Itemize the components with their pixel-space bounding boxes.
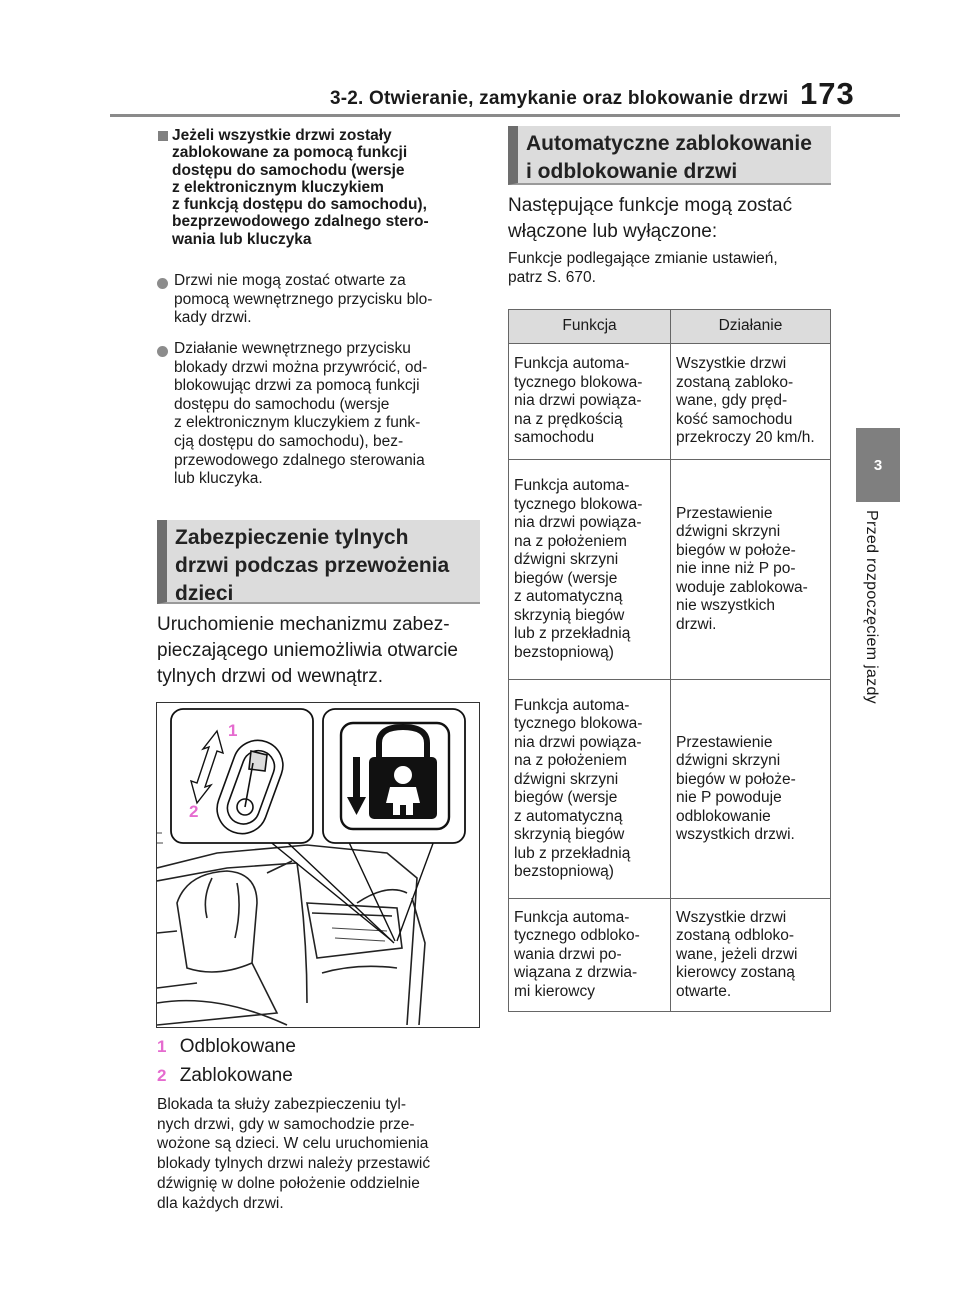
table-cell-function: Funkcja automa- tycznego blokowa- nia drzwi powiąza- na z prędkością samochodu <box>509 344 671 460</box>
bullet-dot-icon <box>157 346 168 357</box>
bullet-dot-icon <box>157 278 168 289</box>
child-lock-figure <box>156 702 480 1028</box>
header-rule <box>110 114 900 117</box>
column-header-function: Funkcja <box>509 310 671 344</box>
legend-item-2 <box>157 1064 293 1088</box>
bullet-paragraph-1: Drzwi nie mogą zostać otwarte za pomocą wewnętrznego przycisku blo- kady drzwi. <box>174 272 433 327</box>
table-row <box>509 899 831 1012</box>
table-row <box>509 680 831 899</box>
legend-number-2: 2 <box>157 1066 167 1085</box>
functions-table <box>508 309 831 1012</box>
auto-lock-heading: Automatyczne zablokowanie i odblokowanie drzwi <box>508 126 831 185</box>
page-number: 173 <box>800 76 855 111</box>
figure-callout-1: 1 <box>228 721 238 740</box>
child-lock-intro: Uruchomienie mechanizmu zabez- pieczającego uniemożliwia otwarcie tylnych drzwi od wewnątrz. <box>157 614 458 687</box>
legend-number-1: 1 <box>157 1037 167 1056</box>
table-cell-function: Funkcja automa- tycznego odbloko- wania drzwi po- wiązana z drzwia- mi kierowcy <box>509 899 671 1012</box>
chapter-tab: 3 <box>856 428 900 502</box>
legend-label-1: Odblokowane <box>179 1036 296 1057</box>
square-bullet-icon <box>158 131 168 141</box>
child-lock-illustration <box>157 703 479 1027</box>
legend-label-2: Zablokowane <box>179 1065 293 1086</box>
table-row <box>509 460 831 680</box>
smart-access-heading: Jeżeli wszystkie drzwi zostały zablokowane za pomocą funkcji dostępu do samochodu (wersje z elektronicznym kluczykiem z funkcją dostępu do samochodu), bezprzewodowego zdalnego stero- wania lub kluczyka <box>172 127 429 248</box>
chapter-tab-title: Przed rozpoczęciem jazdy <box>863 510 880 704</box>
table-cell-function: Funkcja automa- tycznego blokowa- nia drzwi powiąza- na z położeniem dźwigni skrzyni biegów (wersje z automatyczną skrzynią biegów lub z przekładnią bezstopniową) <box>509 680 671 899</box>
auto-lock-intro: Następujące funkcje mogą zostać włączone lub wyłączone: <box>508 195 793 242</box>
bullet-paragraph-2: Działanie wewnętrznego przycisku blokady drzwi można przywrócić, od- blokowując drzwi za pomocą funkcji dostępu do samochodu (wersje z elektronicznym kluczykiem z funk- cją dostępu do samochodu), bez- przewodowego zdalnego sterowania lub kluczyka. <box>174 340 428 488</box>
running-header-title: 3-2. Otwieranie, zamykanie oraz blokowanie drzwi <box>330 88 789 109</box>
table-cell-action: Wszystkie drzwi zostaną zabloko- wane, gdy pręd- kość samochodu przekroczy 20 km/h. <box>671 344 831 460</box>
table-cell-action: Przestawienie dźwigni skrzyni biegów w położe- nie P powoduje odblokowanie wszystkich drzwi. <box>671 680 831 899</box>
table-row <box>509 344 831 460</box>
table-cell-function: Funkcja automa- tycznego blokowa- nia drzwi powiąza- na z położeniem dźwigni skrzyni biegów (wersje z automatyczną skrzynią biegów lub z przekładnią bezstopniową) <box>509 460 671 680</box>
table-cell-action: Wszystkie drzwi zostaną odbloko- wane, jeżeli drzwi kierowcy zostaną otwarte. <box>671 899 831 1012</box>
child-lock-heading: Zabezpieczenie tylnych drzwi podczas przewożenia dzieci <box>157 520 480 604</box>
table-cell-action: Przestawienie dźwigni skrzyni biegów w położe- nie inne niż P po- woduje zablokowa- nie wszystkich drzwi. <box>671 460 831 680</box>
column-header-action: Działanie <box>671 310 831 344</box>
legend-item-1 <box>157 1035 296 1059</box>
child-lock-note: Blokada ta służy zabezpieczeniu tyl- nych drzwi, gdy w samochodzie prze- wożone są dzieci. W celu uruchomienia blokady tylnych drzwi należy przestawić dźwignię w dolne położenie oddzielnie dla każdych drzwi. <box>157 1096 431 1212</box>
settings-note: Funkcje podlegające zmianie ustawień, patrz S. 670. <box>508 250 778 286</box>
table-header-row <box>509 310 831 344</box>
figure-callout-2: 2 <box>189 802 199 821</box>
